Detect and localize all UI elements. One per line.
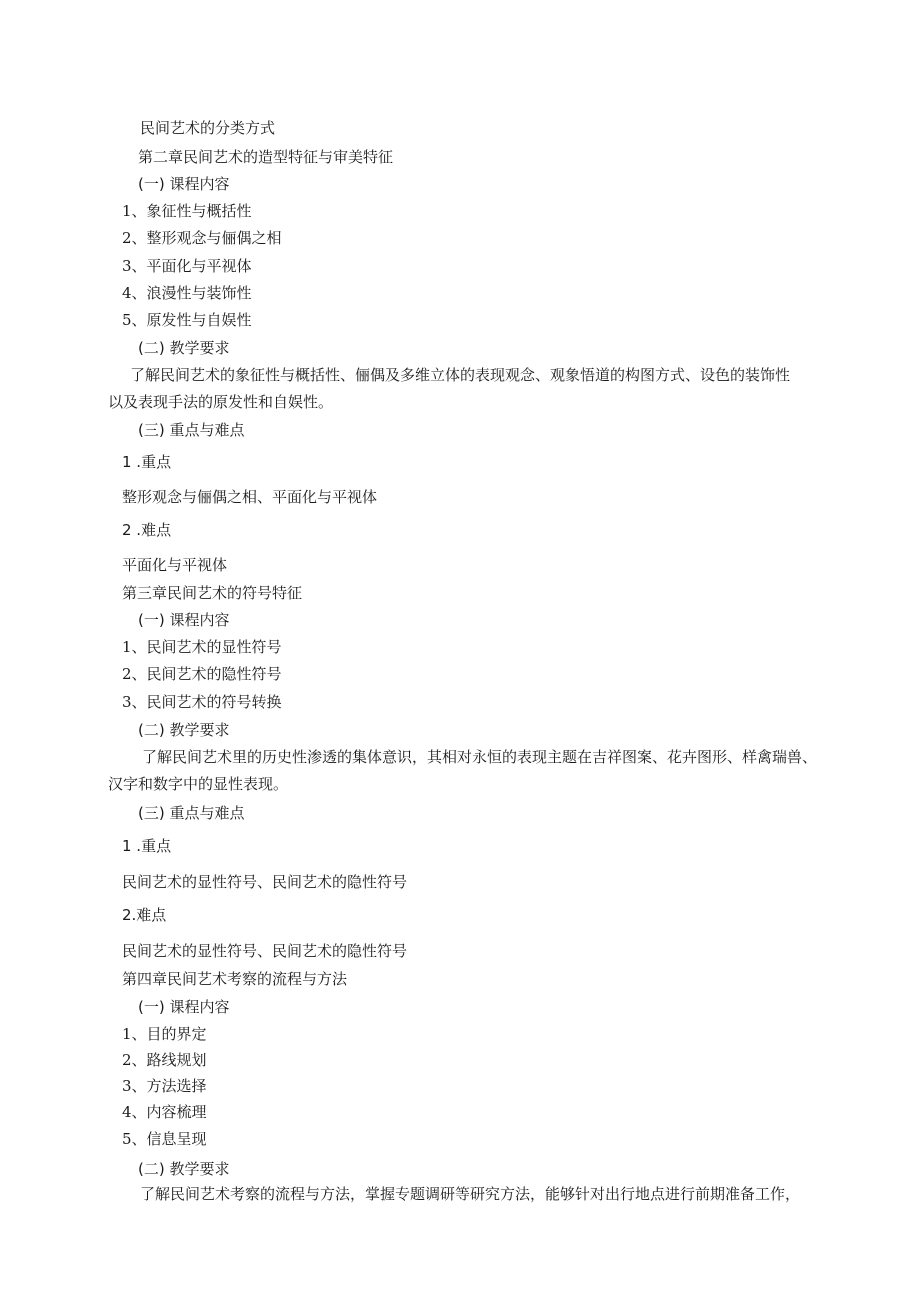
paragraph: 了解民间艺术里的历史性渗透的集体意识，其相对永恒的表现主题在吉祥图案、花卉图形、样禽瑞兽、 <box>142 748 818 766</box>
section-heading: (一) 课程内容 <box>138 998 230 1016</box>
list-item: 4、内容梳理 <box>122 1103 207 1121</box>
list-item: 5、原发性与自娱性 <box>122 311 252 329</box>
section-heading: (二) 教学要求 <box>138 339 230 357</box>
subsection-heading: 2 .难点 <box>122 521 172 539</box>
paragraph: 民间艺术的分类方式 <box>140 119 276 137</box>
list-item: 3、民间艺术的符号转换 <box>122 693 282 711</box>
section-heading: (二) 教学要求 <box>138 721 230 739</box>
subsection-heading: 2.难点 <box>122 906 167 924</box>
list-item: 2、民间艺术的隐性符号 <box>122 665 282 683</box>
paragraph: 整形观念与俪偶之相、平面化与平视体 <box>122 488 378 506</box>
list-item: 2、整形观念与俪偶之相 <box>122 229 282 247</box>
paragraph: 民间艺术的显性符号、民间艺术的隐性符号 <box>122 873 408 891</box>
section-heading: (一) 课程内容 <box>138 611 230 629</box>
section-heading: (二) 教学要求 <box>138 1160 230 1178</box>
section-heading: (一) 课程内容 <box>138 175 230 193</box>
paragraph: 以及表现手法的原发性和自娱性。 <box>108 393 334 411</box>
paragraph: 汉字和数字中的显性表现。 <box>108 775 289 793</box>
list-item: 4、浪漫性与装饰性 <box>122 284 252 302</box>
subsection-heading: 1 .重点 <box>122 453 172 471</box>
section-heading: (三) 重点与难点 <box>138 421 245 439</box>
paragraph: 民间艺术的显性符号、民间艺术的隐性符号 <box>122 942 408 960</box>
chapter-title: 第四章民间艺术考察的流程与方法 <box>122 970 348 988</box>
paragraph: 了解民间艺术考察的流程与方法，掌握专题调研等研究方法，能够针对出行地点进行前期准备工作， <box>140 1185 801 1203</box>
list-item: 1、象征性与概括性 <box>122 202 252 220</box>
list-item: 5、信息呈现 <box>122 1130 207 1148</box>
chapter-title: 第二章民间艺术的造型特征与审美特征 <box>138 148 394 166</box>
chapter-title: 第三章民间艺术的符号特征 <box>122 584 303 602</box>
list-item: 3、方法选择 <box>122 1077 207 1095</box>
paragraph: 了解民间艺术的象征性与概括性、俪偶及多维立体的表现观念、观象悟道的构图方式、设色的装饰性 <box>130 366 791 384</box>
subsection-heading: 1 .重点 <box>122 837 172 855</box>
paragraph: 平面化与平视体 <box>122 556 228 574</box>
list-item: 1、目的界定 <box>122 1025 207 1043</box>
section-heading: (三) 重点与难点 <box>138 804 245 822</box>
list-item: 1、民间艺术的显性符号 <box>122 638 282 656</box>
list-item: 3、平面化与平视体 <box>122 257 252 275</box>
list-item: 2、路线规划 <box>122 1051 207 1069</box>
